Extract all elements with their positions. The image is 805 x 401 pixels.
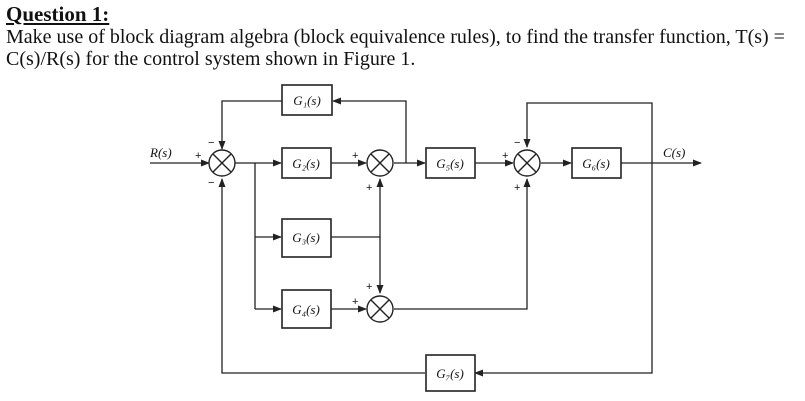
block-g1 <box>282 85 332 115</box>
block-g7-label: G₇(s) <box>436 366 464 381</box>
sign-s1-bottom: − <box>208 177 215 189</box>
wire-g1-feedback-out <box>222 101 282 149</box>
block-g4-label: G₄(s) <box>292 302 320 317</box>
wire-g7-s1 <box>222 179 425 373</box>
block-g2 <box>282 148 331 178</box>
sign-s4-top: + <box>366 281 373 293</box>
sign-s2-left: + <box>352 150 359 162</box>
summing-junction-3 <box>514 150 540 176</box>
summing-junction-1 <box>209 150 235 176</box>
sign-s2-bottom: + <box>366 182 373 194</box>
wire-c-to-g7 <box>475 163 652 373</box>
input-label: R(s) <box>150 145 172 160</box>
block-g3-label: G₃(s) <box>292 230 320 245</box>
sign-s1-left: + <box>195 150 202 162</box>
block-g1-label: G₁(s) <box>293 93 321 108</box>
summing-junction-4 <box>367 296 393 322</box>
wire-s4-s3 <box>394 179 527 309</box>
block-g7 <box>426 355 475 391</box>
block-g3 <box>282 219 331 257</box>
wire-g1-feedback-in <box>333 101 406 163</box>
sign-s3-top: − <box>514 137 521 149</box>
sign-s3-bottom: + <box>514 182 521 194</box>
question-title: Question 1: <box>6 2 110 26</box>
block-g6-label: G₆(s) <box>582 156 610 171</box>
block-g6 <box>572 148 621 178</box>
sign-s4-left: + <box>352 296 359 308</box>
question-text: Make use of block diagram algebra (block equivalence rules), to find the transfer function, T(s) = C(s)/R(s) for the control system shown in Figure 1. <box>6 26 785 70</box>
block-g2-label: G₂(s) <box>292 156 320 171</box>
sign-s3-left: + <box>502 150 509 162</box>
sign-s1-top: − <box>208 137 215 149</box>
output-label: C(s) <box>663 145 686 160</box>
block-g4 <box>282 290 331 328</box>
summing-junction-2 <box>367 150 393 176</box>
block-g5 <box>426 148 475 178</box>
wire-g3-s2 <box>331 179 380 237</box>
block-g5-label: G₅(s) <box>436 156 464 171</box>
